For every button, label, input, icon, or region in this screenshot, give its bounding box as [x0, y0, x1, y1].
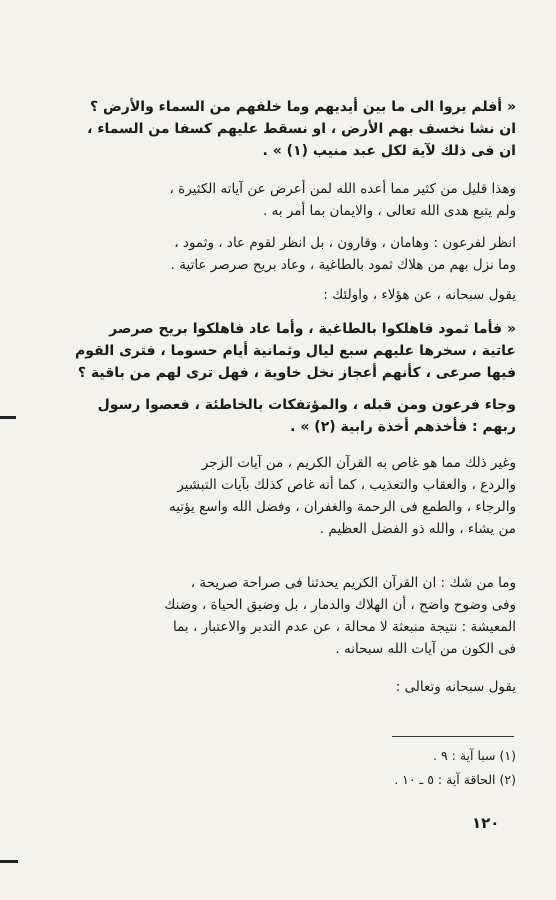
paragraph — [46, 232, 516, 276]
text-line: والرجاء ، والطمع فى الرحمة والغفران ، وفضل الله واسع يؤتيه — [169, 499, 516, 515]
text-line: وهذا قليل من كثير مما أعده الله لمن أعرض عن آياته الكثيرة ، — [169, 181, 516, 197]
text-line: والردع ، والعقاب والتعذيب ، كما أنه غاص كذلك بآيات التبشير — [177, 477, 516, 493]
text-line: من يشاء ، والله ذو الفضل العظيم . — [319, 521, 516, 537]
text-line: وجاء فرعون ومن قبله ، والمؤتفكات بالخاطئة ، فعصوا رسول — [97, 397, 516, 413]
text-line: وما نزل بهم من هلاك ثمود بالطاغية ، وعاد بريح صرصر عاتية . — [170, 257, 516, 273]
text-line: وغير ذلك مما هو غاص به القرآن الكريم ، من آيات الزجر — [201, 455, 516, 471]
paragraph — [46, 284, 516, 306]
footnote: (١) سبا آية : ٩ . — [433, 748, 516, 763]
text-line: يقول سبحانه وتعالى : — [395, 679, 516, 695]
quran-verse-haqqa — [46, 318, 516, 384]
footnote: (٢) الحاقة آية : ٥ ـ ١٠ . — [394, 772, 516, 787]
footnote-divider — [392, 736, 514, 737]
paragraph — [46, 452, 516, 540]
margin-mark — [0, 416, 16, 419]
text-line: فى الكون من آيات الله سبحانه . — [335, 641, 516, 657]
text-line: ربهم : فأخذهم أخذة رابية (٢) » . — [290, 419, 516, 435]
text-line: ان فى ذلك لآية لكل عبد منيب (١) » . — [262, 143, 516, 159]
paragraph — [46, 572, 516, 660]
text-line: « فأما ثمود فاهلكوا بالطاغية ، وأما عاد فاهلكوا بريح صرصر — [109, 321, 516, 337]
quran-verse-saba — [46, 96, 516, 162]
text-line: فيها صرعى ، كأنهم أعجاز نخل خاوية ، فهل ترى لهم من باقية ؟ — [77, 365, 516, 381]
footnotes — [46, 744, 516, 792]
margin-mark — [0, 860, 18, 863]
page-number: ١٢٠ — [472, 814, 500, 832]
text-line: ان نشا نخسف بهم الأرض ، او نسقط عليهم كسفا من السماء ، — [87, 121, 516, 137]
quran-verse-haqqa-continued — [46, 394, 516, 438]
text-line: « أفلم يروا الى ما بين أيديهم وما خلفهم من السماء والأرض ؟ — [89, 99, 516, 115]
text-line: عاتية ، سخرها عليهم سبع ليال وثمانية أيام حسوما ، فترى القوم — [75, 343, 516, 359]
paragraph — [46, 676, 516, 698]
text-line: وفى وضوح واضح ، أن الهلاك والدمار ، بل وضيق الحياة ، وضنك — [164, 597, 516, 613]
text-line: وما من شك : ان القرآن الكريم يحدثنا فى صراحة صريحة ، — [190, 575, 516, 591]
text-line: يقول سبحانه ، عن هؤلاء ، واولئك : — [323, 287, 516, 303]
text-line: ولم يتبع هدى الله تعالى ، والايمان بما أمر به . — [262, 203, 516, 219]
text-line: انظر لفرعون : وهامان ، وقارون ، بل انظر لقوم عاد ، وثمود ، — [174, 235, 516, 251]
text-line: المعيشة : نتيجة منبعثة لا محالة ، عن عدم التدبر والاعتبار ، بما — [172, 619, 516, 635]
paragraph — [46, 178, 516, 222]
